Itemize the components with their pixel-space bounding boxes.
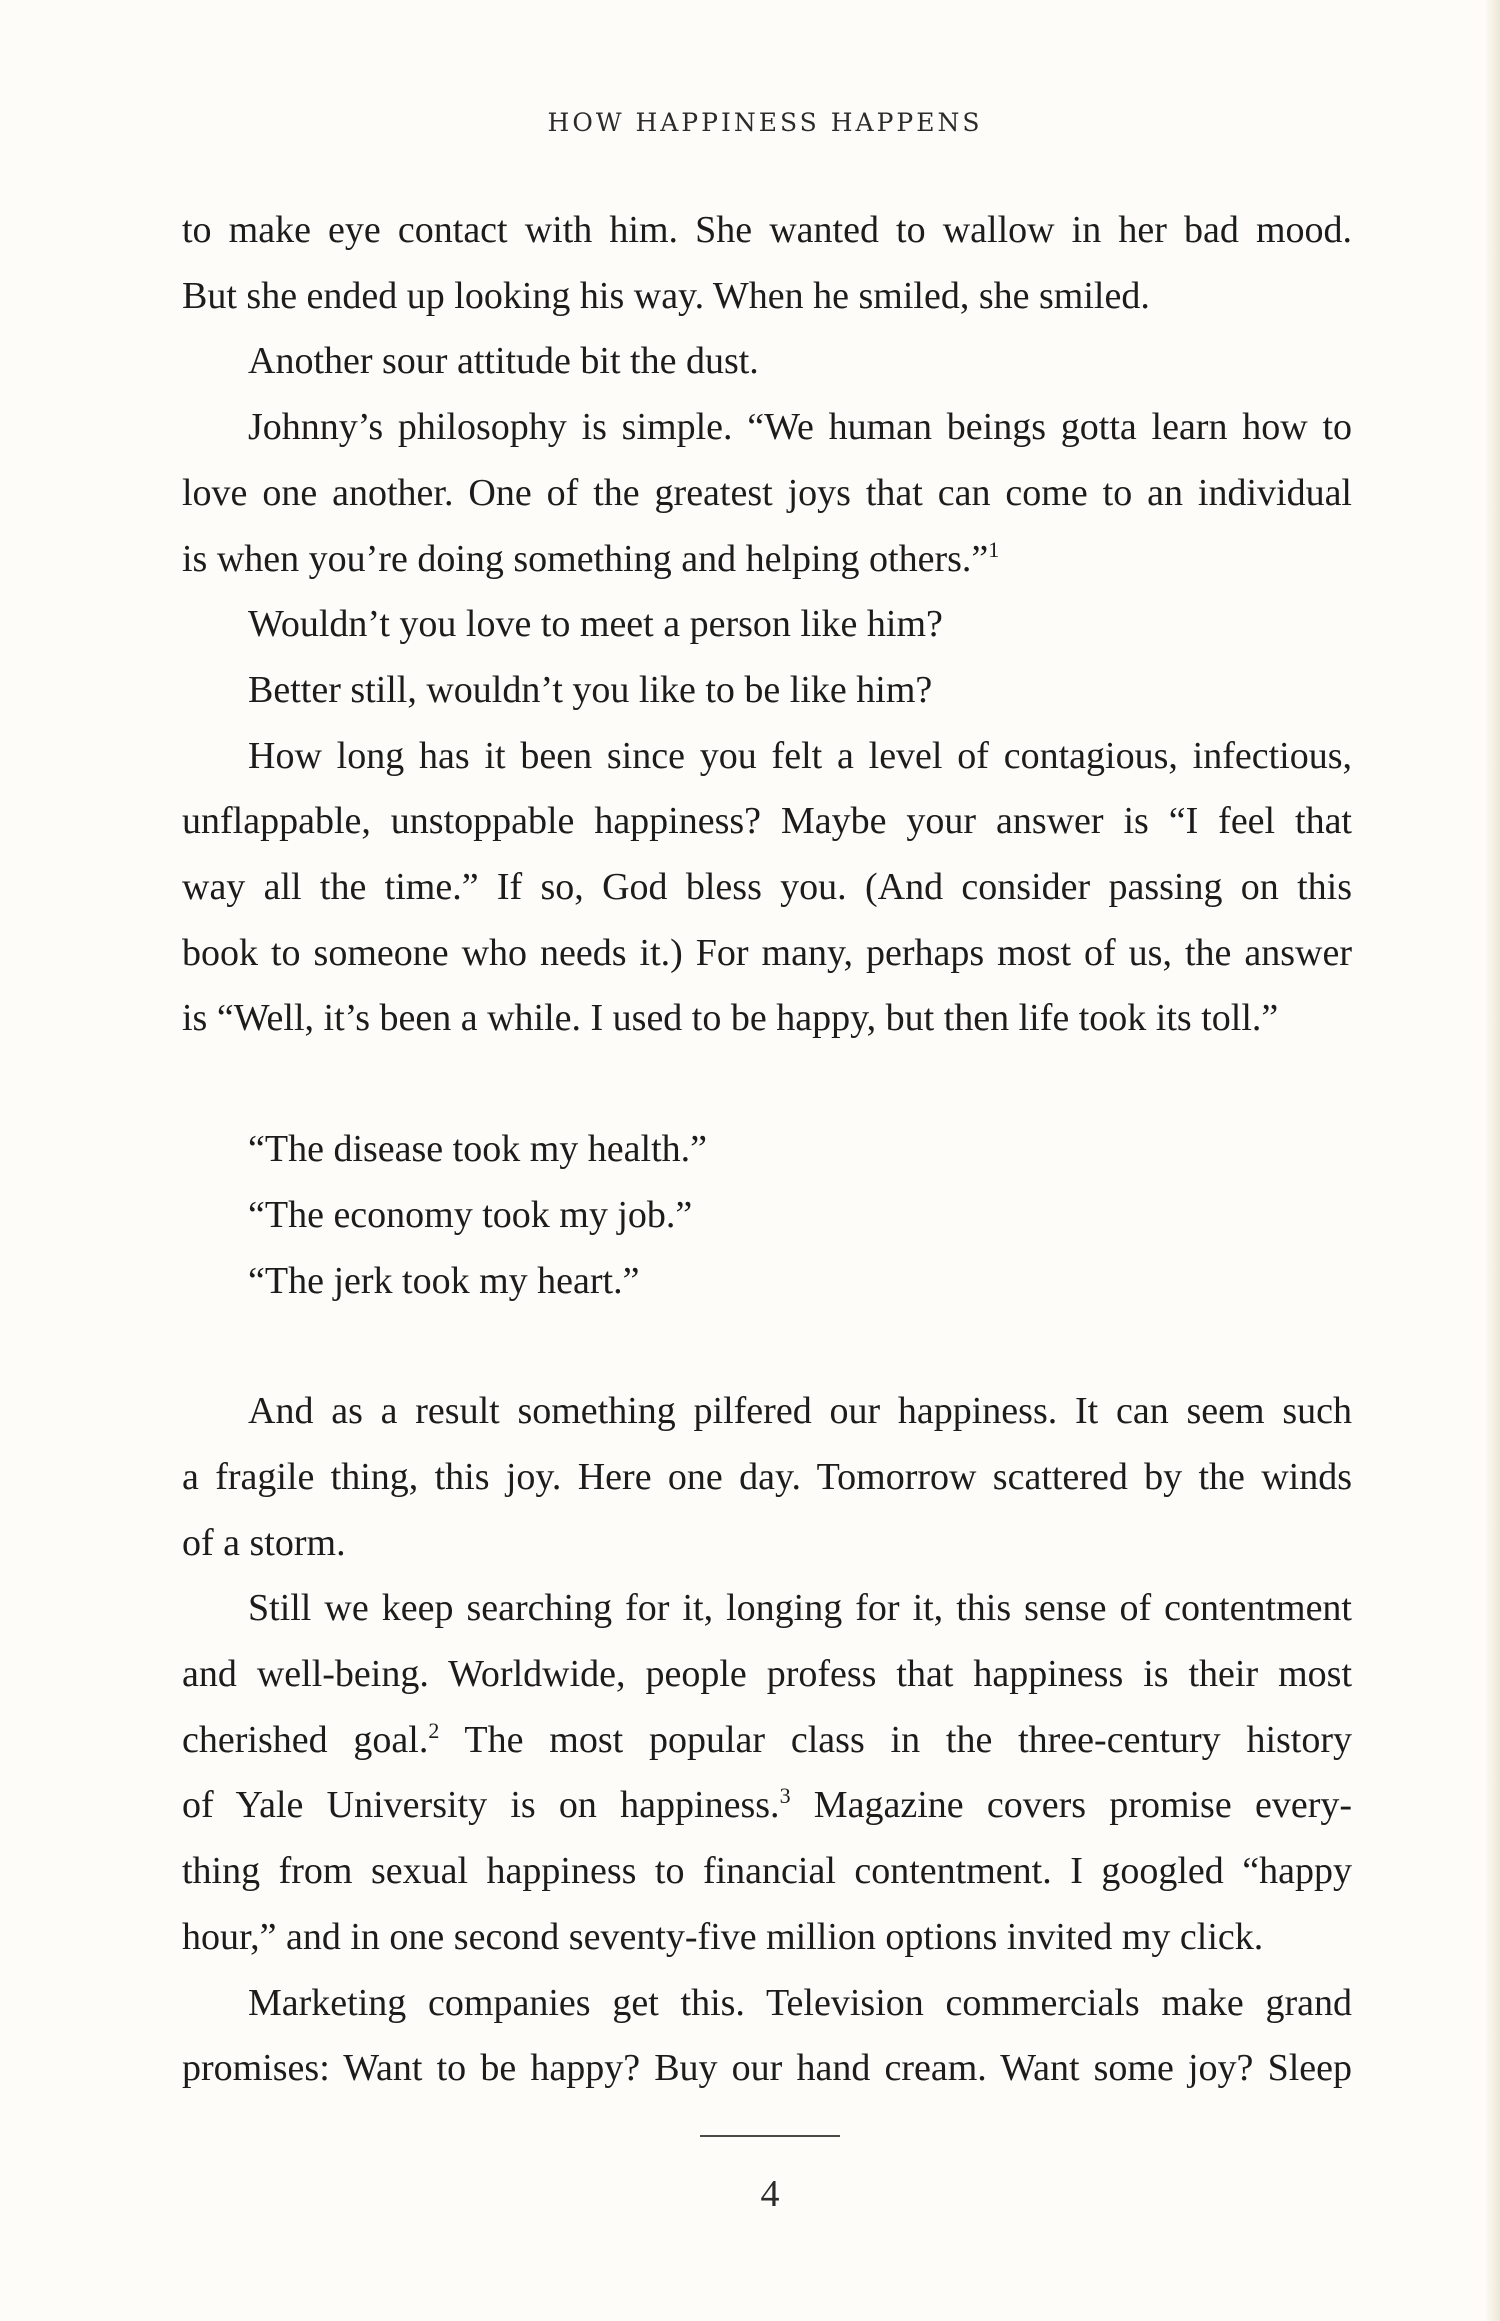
quote-block (182, 1117, 1352, 1314)
quote-line: “The economy took my job.” (248, 1193, 693, 1236)
paragraph (182, 592, 1352, 658)
text-line: But she ended up looking his way. When he smiled, she smiled. (182, 274, 1150, 317)
page-number: 4 (760, 2173, 780, 2215)
text-line: hour,” and in one second seventy-five million options invited my click. (182, 1915, 1264, 1958)
footnote-ref: 3 (779, 1783, 791, 1809)
quote-line: “The disease took my health.” (248, 1128, 708, 1171)
text-segment: is when you’re doing something and helping others.” (182, 537, 989, 580)
footnote-ref: 2 (428, 1717, 440, 1743)
text-line: How long has it been since you felt a level of contagious, infectious, (248, 734, 1352, 777)
text-line: to make eye contact with him. She wanted to wallow in her bad mood. (182, 209, 1352, 251)
text-line: Another sour attitude bit the dust. (248, 340, 759, 383)
text-line (182, 527, 1352, 593)
paragraph (182, 198, 1352, 329)
text-line: And as a result something pilfered our happiness. It can seem such (248, 1390, 1352, 1433)
paragraph (182, 329, 1352, 395)
page-edge-shadow (1486, 0, 1500, 2321)
text-line: is “Well, it’s been a while. I used to be happy, but then life took its toll.” (182, 997, 1279, 1040)
text-line: Marketing companies get this. Television commercials make grand (248, 1981, 1352, 2024)
text-line (182, 1773, 1352, 1839)
body-text (182, 198, 1352, 2102)
footer-rule (700, 2135, 840, 2137)
text-line: way all the time.” If so, God bless you. (And consider passing on this (182, 866, 1352, 909)
footnote-ref: 1 (988, 536, 1000, 562)
paragraph (182, 1379, 1352, 1576)
paragraph (182, 1576, 1352, 1970)
text-segment: cherished goal. (182, 1718, 429, 1761)
text-line: of a storm. (182, 1521, 346, 1564)
text-segment: The most popular class in the three-century history (439, 1718, 1352, 1761)
paragraph (182, 395, 1352, 592)
paragraph (182, 658, 1352, 724)
running-head: HOW HAPPINESS HAPPENS (547, 108, 983, 137)
text-line: thing from sexual happiness to financial contentment. I googled “happy (182, 1850, 1352, 1893)
text-line: Wouldn’t you love to meet a person like him? (248, 603, 943, 646)
paragraph (182, 1971, 1352, 2102)
quote-line: “The jerk took my heart.” (248, 1259, 640, 1302)
text-line: Johnny’s philosophy is simple. “We human beings gotta learn how to (248, 406, 1352, 449)
text-line: and well-being. Worldwide, people profess that happiness is their most (182, 1653, 1352, 1696)
text-line: promises: Want to be happy? Buy our hand cream. Want some joy? Sleep (182, 2047, 1352, 2090)
text-line: book to someone who needs it.) For many, perhaps most of us, the answer (182, 931, 1352, 974)
text-segment: of Yale University is on happiness. (182, 1784, 780, 1827)
text-line: unflappable, unstoppable happiness? Maybe your answer is “I feel that (182, 800, 1352, 843)
paragraph (182, 724, 1352, 1053)
text-line: love one another. One of the greatest joys that can come to an individual (182, 471, 1352, 514)
text-segment: Magazine covers promise every- (790, 1784, 1353, 1827)
text-line: a fragile thing, this joy. Here one day. Tomorrow scattered by the winds (182, 1455, 1352, 1498)
text-line: Better still, wouldn’t you like to be like him? (248, 668, 933, 711)
text-line: Still we keep searching for it, longing for it, this sense of contentment (248, 1587, 1352, 1630)
text-line (182, 1708, 1352, 1774)
